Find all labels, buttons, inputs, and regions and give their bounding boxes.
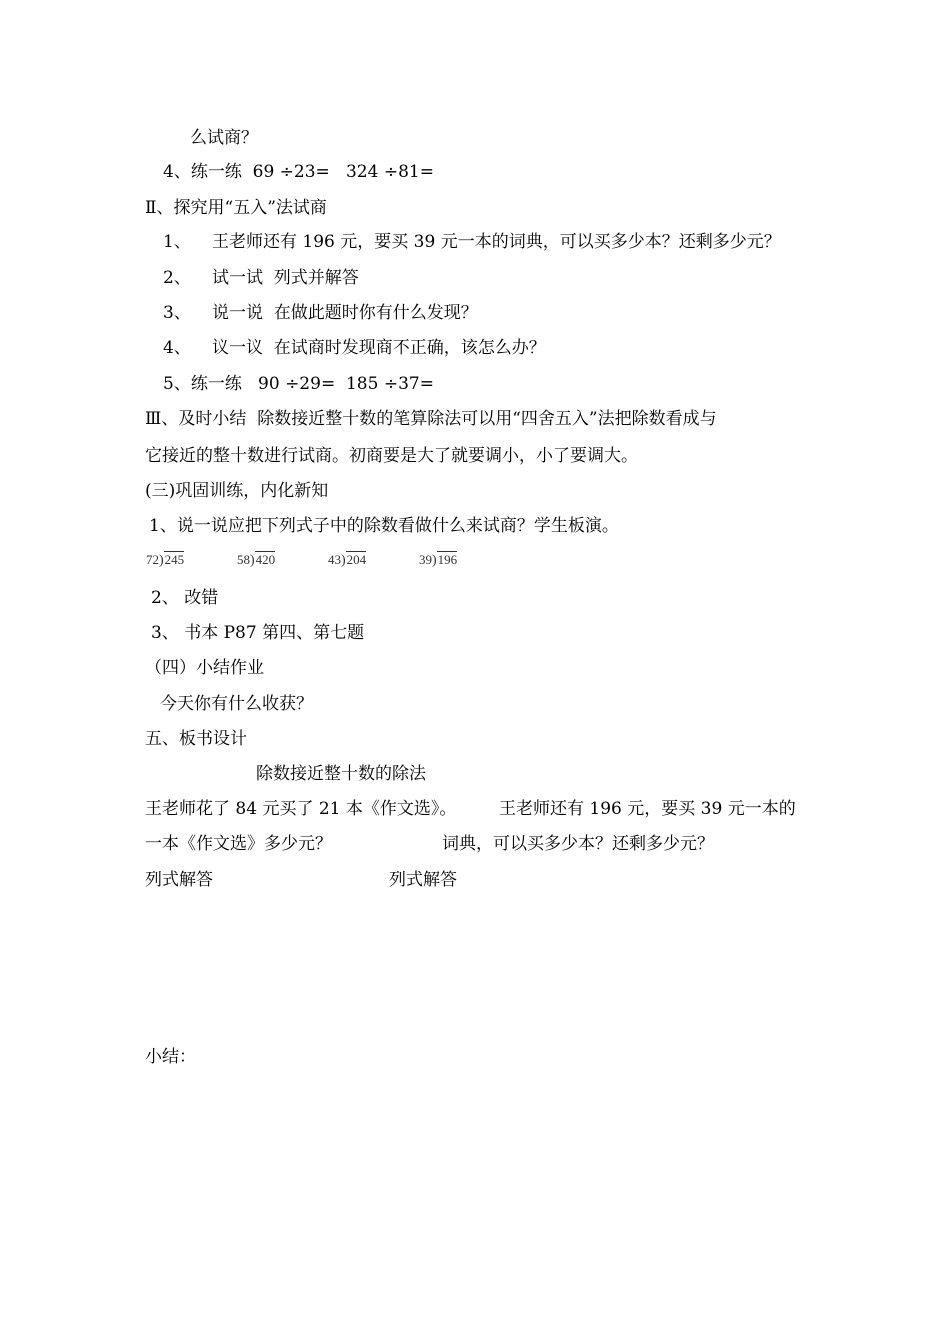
text-line: 王老师还有 196 元，要买 39 元一本的词典，可以买多少本？还剩多少元？ xyxy=(212,232,781,252)
text-line: 列式解答 xyxy=(389,870,457,890)
divisor: 72 xyxy=(146,552,159,567)
dividend: 245 xyxy=(164,552,185,567)
dividend: 196 xyxy=(437,552,458,567)
long-division: 43)204 xyxy=(328,552,367,568)
text-line: 一本《作文选》多少元？ xyxy=(145,834,332,854)
section-heading: Ⅱ、探究用“五入”法试商 xyxy=(145,198,327,218)
section-heading: (三)巩固训练，内化新知 xyxy=(145,481,329,501)
text-line: 2、 改错 xyxy=(151,588,219,608)
summary-label: 小结： xyxy=(145,1047,196,1067)
list-number: 4、 xyxy=(163,338,191,358)
list-number: 3、 xyxy=(163,303,191,323)
text-line: 议一议 在试商时发现商不正确，该怎么办？ xyxy=(212,338,546,358)
long-division: 72)245 xyxy=(146,552,185,568)
dividend: 204 xyxy=(346,552,367,567)
long-division: 39)196 xyxy=(419,552,458,568)
text-line: 3、 书本 P87 第四、第七题 xyxy=(151,623,365,643)
text-line: 列式解答 xyxy=(145,870,213,890)
text-line: 王老师还有 196 元，要买 39 元一本的 xyxy=(499,799,796,819)
text-line: 它接近的整十数进行试商。初商要是大了就要调小，小了要调大。 xyxy=(145,446,638,466)
text-line: 么试商？ xyxy=(190,128,258,148)
section-heading: 五、板书设计 xyxy=(145,729,247,749)
section-heading: （四）小结作业 xyxy=(145,658,264,678)
text-line: 说一说 在做此题时你有什么发现？ xyxy=(212,303,478,323)
text-line: 1、说一说应把下列式子中的除数看做什么来试商？学生板演。 xyxy=(149,516,619,536)
text-line: 5、练一练 90 ÷29= 185 ÷37= xyxy=(163,374,434,394)
text-line: 今天你有什么收获？ xyxy=(160,694,313,714)
text-line: 词典，可以买多少本？还剩多少元？ xyxy=(442,834,714,854)
long-division: 58)420 xyxy=(237,552,276,568)
board-title: 除数接近整十数的除法 xyxy=(256,764,426,784)
text-line: 4、练一练 69 ÷23= 324 ÷81= xyxy=(163,162,434,182)
text-line: 试一试 列式并解答 xyxy=(212,268,359,288)
divisor: 43 xyxy=(328,552,341,567)
divisor: 58 xyxy=(237,552,250,567)
text-line: 王老师花了 84 元买了 21 本《作文选》。 xyxy=(145,799,457,819)
list-number: 2、 xyxy=(163,268,191,288)
list-number: 1、 xyxy=(163,232,191,252)
section-heading: Ⅲ、及时小结 除数接近整十数的笔算除法可以用“四舍五入”法把除数看成与 xyxy=(145,409,717,429)
divisor: 39 xyxy=(419,552,432,567)
dividend: 420 xyxy=(255,552,276,567)
